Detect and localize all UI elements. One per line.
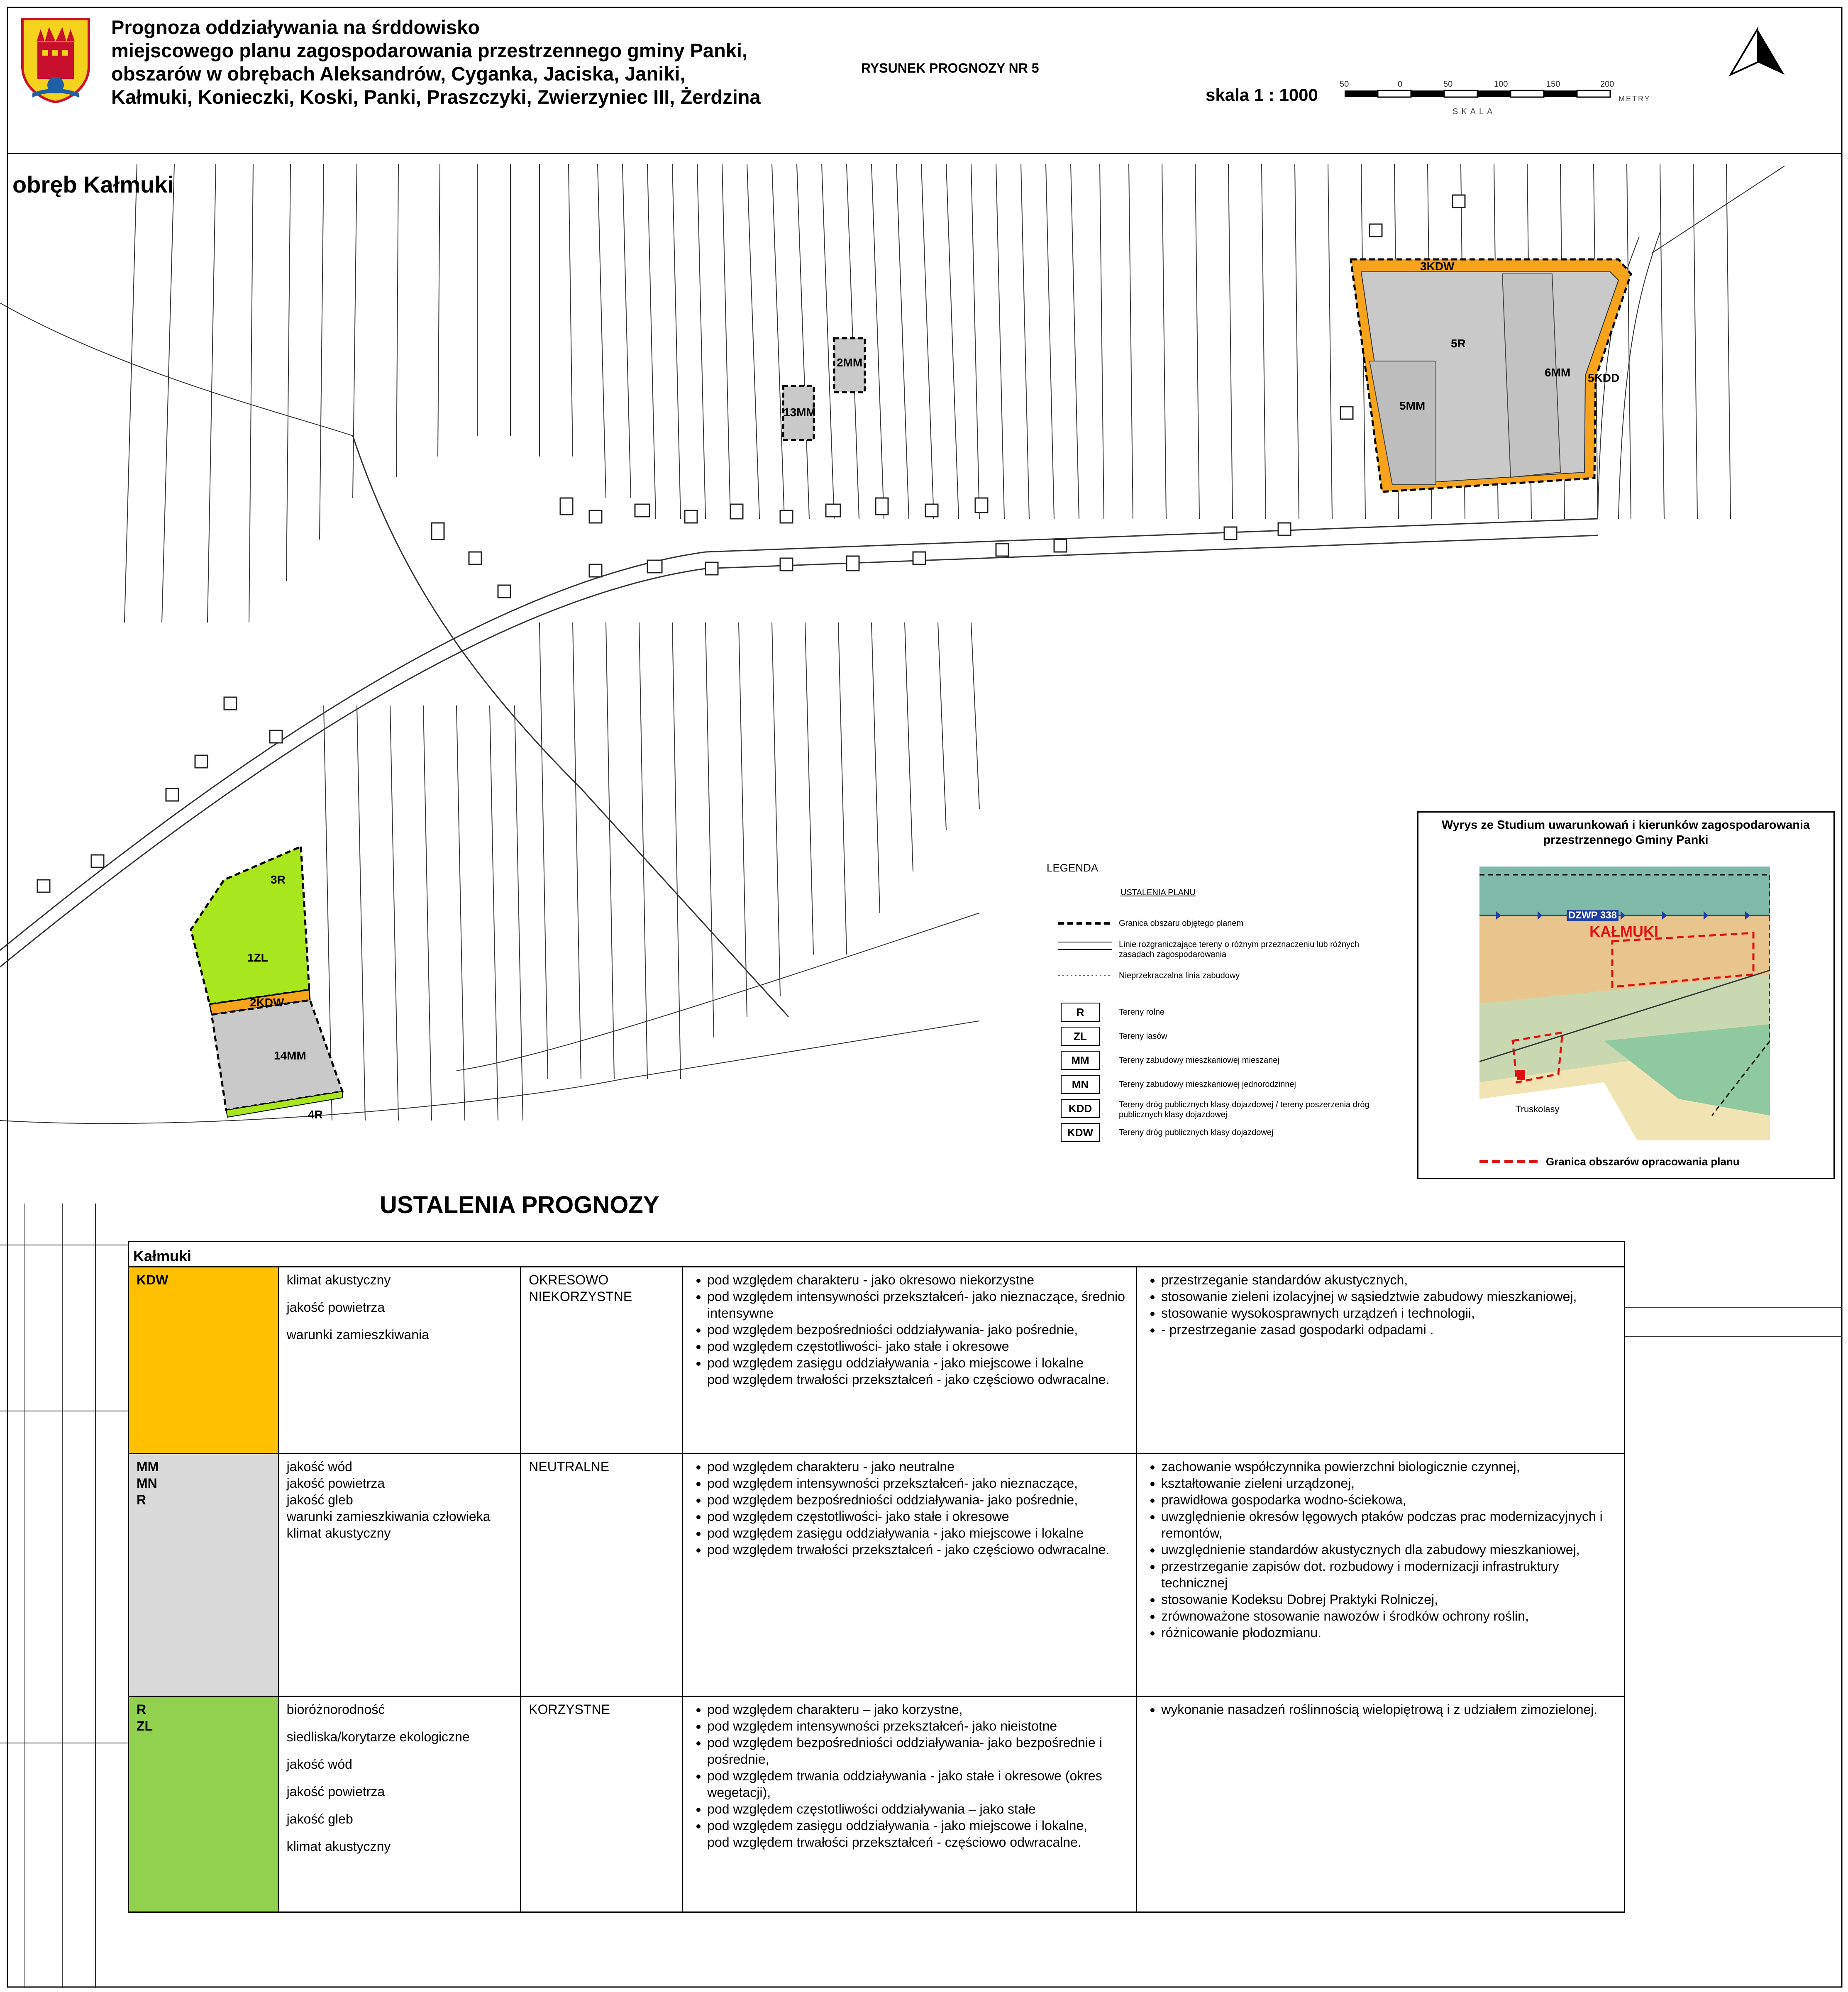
scale-tick-4: 150 — [1546, 80, 1560, 89]
effect-item: pod względem trwałości przekształceń - częściowo odwracalne. — [707, 1835, 1081, 1850]
effect-item: • pod względem charakteru - jako okresowo niekorzystne — [707, 1272, 1128, 1288]
effect-item: • pod względem częstotliwości- jako stałe i okresowe — [707, 1338, 1128, 1355]
symbol-code: R — [137, 1492, 146, 1507]
row-factors — [278, 1454, 521, 1697]
legend-symbol-mm: MM — [1061, 1051, 1100, 1070]
effect-item: • pod względem bezpośredniości oddziaływania- jako pośrednie, — [707, 1321, 1128, 1338]
document-title — [111, 16, 817, 109]
factor: klimat akustyczny — [286, 1526, 391, 1540]
zone-1zl — [191, 847, 309, 1004]
measure-item: • - przestrzeganie zasad gospodarki odpadami . — [1161, 1321, 1616, 1338]
legend-desc-r: Tereny rolne — [1119, 1008, 1165, 1017]
factor: jakość powietrza — [286, 1300, 385, 1315]
drawing-number: RYSUNEK PROGNOZY NR 5 — [861, 61, 1039, 76]
inset-title: Wyrys ze Studium uwarunkowań i kierunków zagospodarowania przestrzennego Gminy Panki — [1441, 818, 1810, 847]
scale-tick-5: 200 — [1600, 80, 1614, 89]
factor: jakość gleb — [286, 1811, 353, 1826]
legend-title: LEGENDA — [1047, 862, 1099, 874]
legend-line-samples — [1058, 917, 1116, 984]
title-line-1: Prognoza oddziaływania na śrddowisko — [111, 16, 480, 38]
title-line-3: obszarów w obrębach Aleksandrów, Cyganka, Jaciska, Janiki, — [111, 63, 686, 85]
effect-item: • pod względem zasięgu oddziaływania - jako miejscowe i lokalne, — [707, 1817, 1128, 1834]
legend-line-boundary: Granica obszaru objętego planem — [1119, 919, 1244, 928]
symbol-code: MN — [137, 1476, 157, 1491]
legend-desc-zl: Tereny lasów — [1119, 1032, 1167, 1041]
zone-label-2mm: 2MM — [837, 356, 863, 369]
scale-caption: SKALA — [1453, 107, 1496, 116]
zone-label-5kdd: 5KDD — [1588, 371, 1620, 384]
effect-item: • pod względem bezpośredniości oddziaływania- jako bezpośrednie i pośrednie, — [707, 1734, 1128, 1767]
factor: jakość wód — [286, 1459, 352, 1474]
scale-tick-3: 100 — [1494, 80, 1508, 89]
measure-item: • uwzględnienie okresów lęgowych ptaków podczas prac modernizacyjnych i remontów, — [1161, 1508, 1616, 1541]
factor: warunki zamieszkiwania człowieka — [286, 1509, 491, 1524]
table-row — [129, 1697, 1625, 1912]
row-measures — [1137, 1697, 1625, 1912]
scale-label: skala 1 : 1000 — [1206, 85, 1318, 105]
row-assessment: NEUTRALNE — [521, 1454, 683, 1697]
title-line-2: miejscowego planu zagospodarowania przestrzennego gminy Panki, — [111, 39, 748, 61]
factor: warunki zamieszkiwania — [286, 1327, 429, 1342]
symbol-code: ZL — [137, 1719, 153, 1733]
inset-boundary-sample — [1479, 1160, 1538, 1164]
symbol-code: MM — [137, 1459, 159, 1474]
row-assessment: OKRESOWO NIEKORZYSTNE — [521, 1267, 683, 1454]
effect-item: • pod względem zasięgu oddziaływania - jako miejscowe i lokalne — [707, 1525, 1128, 1541]
scale-tick-2: 50 — [1443, 80, 1453, 89]
measure-item: • uwzględnienie standardów akustycznych dla zabudowy mieszkaniowej, — [1161, 1541, 1616, 1558]
area-label: obręb Kałmuki — [12, 171, 174, 198]
forecast-table — [128, 1241, 1625, 1913]
measure-item: • kształtowanie zieleni urządzonej, — [1161, 1475, 1616, 1492]
measure-item: • zrównoważone stosowanie nawozów i środków ochrony roślin, — [1161, 1608, 1616, 1624]
legend-desc-mn: Tereny zabudowy mieszkaniowej jednorodzinnej — [1119, 1080, 1296, 1089]
scale-tick-1: 0 — [1398, 80, 1403, 89]
inset-place-label: KAŁMUKI — [1589, 923, 1658, 940]
factor: klimat akustyczny — [286, 1839, 391, 1854]
effect-item: • pod względem częstotliwości- jako stałe i okresowe — [707, 1508, 1128, 1525]
zone-label-4r: 4R — [308, 1108, 323, 1121]
table-row — [129, 1454, 1625, 1697]
effect-item: • pod względem intensywności przekształceń- jako nieistotne — [707, 1718, 1128, 1734]
row-effects — [683, 1697, 1137, 1912]
table-row — [129, 1267, 1625, 1454]
scale-bar — [1345, 90, 1610, 97]
legend-desc-kdd: Tereny dróg publicznych klasy dojazdowej / tereny poszerzenia dróg publicznych klasy dojazdowej — [1119, 1100, 1370, 1119]
symbol-code: KDW — [137, 1272, 168, 1287]
factor: siedliska/korytarze ekologiczne — [286, 1729, 470, 1744]
factor: jakość powietrza — [286, 1476, 385, 1491]
table-header: Kałmuki — [129, 1242, 1625, 1267]
legend-desc-kdw: Tereny dróg publicznych klasy dojazdowej — [1119, 1128, 1274, 1137]
factor: bioróżnorodność — [286, 1702, 385, 1717]
measure-item: • wykonanie nasadzeń roślinnością wielopiętrową i z udziałem zimozielonej. — [1161, 1701, 1616, 1718]
legend-line-dividers: Linie rozgraniczające tereny o różnym przeznaczeniu lub różnych zasadach zagospodarowania — [1119, 940, 1360, 959]
measure-item: • zachowanie współczynnika powierzchni biologicznie czynnej, — [1161, 1458, 1616, 1475]
zone-label-14mm: 14MM — [274, 1049, 306, 1062]
building-footprints — [37, 195, 1465, 892]
measure-item: • stosowanie Kodeksu Dobrej Praktyki Rolniczej, — [1161, 1591, 1616, 1608]
measure-item: • przestrzeganie zapisów dot. rozbudowy i modernizacji infrastruktury technicznej — [1161, 1558, 1616, 1591]
legend-symbol-kdw: KDW — [1061, 1123, 1100, 1142]
factor: jakość wód — [286, 1757, 352, 1772]
municipality-crest-logo — [20, 17, 91, 104]
legend-line-building: Nieprzekraczalna linia zabudowy — [1119, 971, 1240, 980]
zone-label-3kdw: 3KDW — [1420, 260, 1455, 273]
row-symbols — [129, 1267, 279, 1454]
effect-item: • pod względem częstotliwości oddziaływania – jako stałe — [707, 1801, 1128, 1817]
legend-symbol-zl: ZL — [1061, 1027, 1100, 1046]
measure-item: • przestrzeganie standardów akustycznych, — [1161, 1272, 1616, 1288]
title-line-4: Kałmuki, Konieczki, Koski, Panki, Praszczyki, Zwierzyniec III, Żerdzina — [111, 86, 761, 108]
legend-symbol-kdd: KDD — [1061, 1099, 1100, 1118]
row-effects — [683, 1267, 1137, 1454]
effect-item: pod względem trwałości przekształceń - jako częściowo odwracalne. — [707, 1372, 1110, 1387]
effect-item: • pod względem charakteru – jako korzystne, — [707, 1701, 1128, 1718]
measure-item: • prawidłowa gospodarka wodno-ściekowa, — [1161, 1492, 1616, 1508]
effect-item: • pod względem trwałości przekształceń - jako częściowo odwracalne. — [707, 1541, 1128, 1558]
legend-panel — [981, 795, 1426, 1181]
legend-symbol-r: R — [1061, 1003, 1100, 1022]
row-symbols — [129, 1697, 279, 1912]
factor: jakość gleb — [286, 1492, 353, 1507]
effect-item: • pod względem intensywności przekształceń- jako nieznaczące, średnio intensywne — [707, 1288, 1128, 1321]
effect-item: • pod względem intensywności przekształceń- jako nieznaczące, — [707, 1475, 1128, 1492]
inset-village-label: Truskolasy — [1516, 1104, 1560, 1114]
inset-road-label: DZWP 338 — [1567, 910, 1619, 921]
factor: klimat akustyczny — [286, 1272, 391, 1287]
row-measures — [1137, 1454, 1625, 1697]
symbol-code: R — [137, 1702, 146, 1717]
row-effects — [683, 1454, 1137, 1697]
zone-label-1zl: 1ZL — [247, 951, 268, 964]
effect-item: • pod względem bezpośredniości oddziaływania- jako pośrednie, — [707, 1492, 1128, 1508]
zone-label-3r: 3R — [271, 873, 286, 886]
row-factors — [278, 1697, 521, 1912]
north-arrow-icon — [1731, 29, 1785, 75]
factor: jakość powietrza — [286, 1784, 385, 1799]
zone-label-6mm: 6MM — [1545, 366, 1571, 379]
row-symbols — [129, 1454, 279, 1697]
legend-subtitle: USTALENIA PLANU — [1121, 888, 1196, 897]
effect-item: • pod względem charakteru - jako neutralne — [707, 1458, 1128, 1475]
row-measures — [1137, 1267, 1625, 1454]
zone-label-5mm: 5MM — [1399, 399, 1426, 412]
section-title: USTALENIA PROGNOZY — [380, 1191, 659, 1218]
inset-footer: Granica obszarów opracowania planu — [1546, 1155, 1740, 1168]
legend-desc-mm: Tereny zabudowy mieszkaniowej mieszanej — [1119, 1056, 1279, 1065]
measure-item: • stosowanie wysokosprawnych urządzeń i technologii, — [1161, 1305, 1616, 1321]
zone-label-13mm: 13MM — [784, 406, 816, 419]
effect-item: • pod względem trwania oddziaływania - jako stałe i okresowe (okres wegetacji), — [707, 1767, 1128, 1801]
inset-map — [1479, 867, 1770, 1140]
zone-label-5r: 5R — [1451, 337, 1466, 350]
legend-symbol-mn: MN — [1061, 1075, 1100, 1094]
zone-label-2kdw: 2KDW — [250, 996, 284, 1009]
effect-item: • pod względem zasięgu oddziaływania - jako miejscowe i lokalne — [707, 1355, 1128, 1371]
row-factors — [278, 1267, 521, 1454]
scale-unit: METRY — [1619, 95, 1651, 103]
scale-tick-0: 50 — [1340, 80, 1349, 89]
measure-item: • stosowanie zieleni izolacyjnej w sąsiedztwie zabudowy mieszkaniowej, — [1161, 1288, 1616, 1305]
measure-item: • różnicowanie płodozmianu. — [1161, 1624, 1616, 1641]
row-assessment: KORZYSTNE — [521, 1697, 683, 1912]
